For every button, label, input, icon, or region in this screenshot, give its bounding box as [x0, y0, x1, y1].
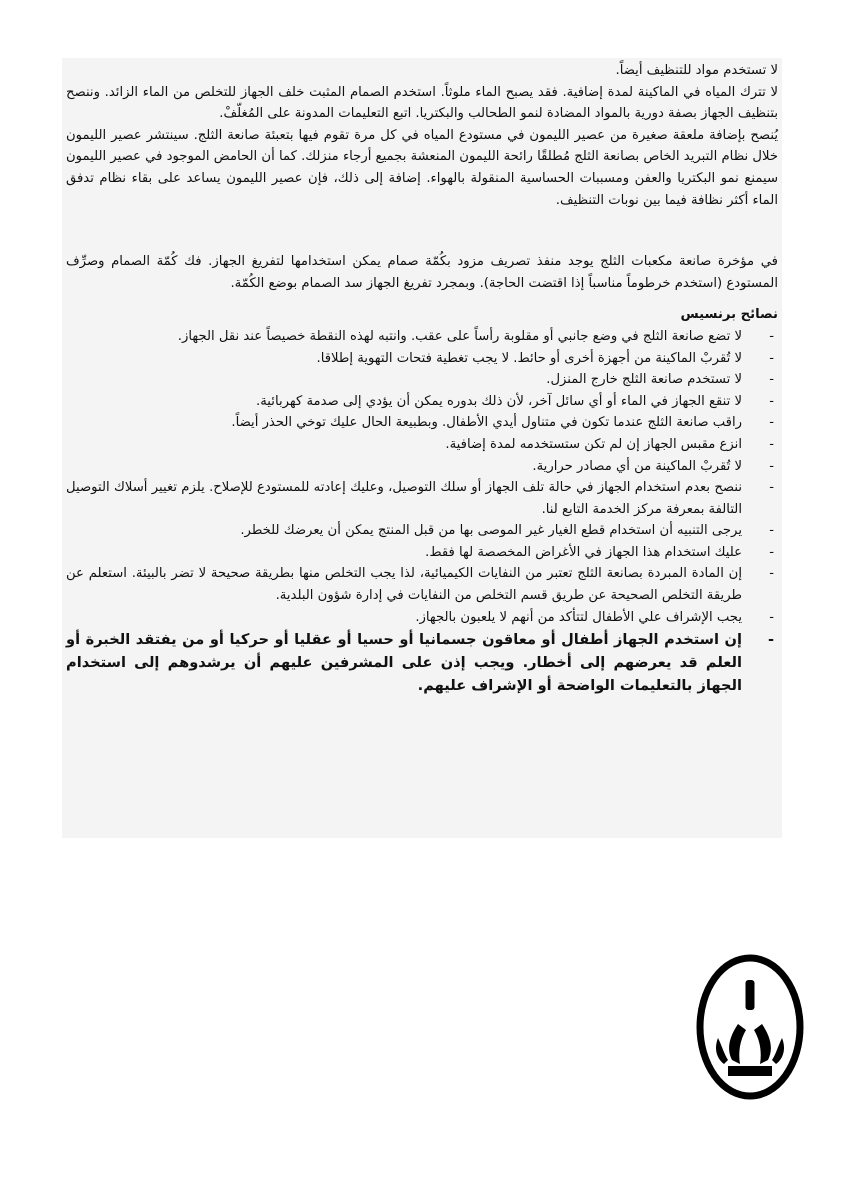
tips-list-item: - انزع مقبس الجهاز إن لم تكن ستستخدمه لمدة إضافية.	[66, 434, 778, 456]
tips-list-item: - لا تُقربْ الماكينة من أي مصادر حرارية.	[66, 456, 778, 478]
paragraph-no-cleaning-agents: لا تستخدم مواد للتنظيف أيضاً.	[615, 63, 778, 78]
manual-page-content	[66, 60, 778, 697]
tips-list-item: - لا تنقع الجهاز في الماء أو أي سائل آخر، لأن ذلك بدوره يمكن أن يؤدي إلى صدمة كهربائية.	[66, 391, 778, 413]
tips-list	[66, 326, 778, 697]
tips-list-item: - لا تضع صانعة الثلج في وضع جانبي أو مقلوبة رأساً على عقب. وانتبه لهذه النقطة خصيصاً عند نقل الجهاز.	[66, 326, 778, 348]
tips-list-item: - راقب صانعة الثلج عندما تكون في متناول أيدي الأطفال. وبطبيعة الحال عليك توخي الحذر أيضاً.	[66, 412, 778, 434]
tips-list-item: - عليك استخدام هذا الجهاز في الأغراض المخصصة لها فقط.	[66, 542, 778, 564]
paragraph-water-drain: لا تترك المياه في الماكينة لمدة إضافية. فقد يصبح الماء ملوثاً. استخدم الصمام المثبت خلف الجهاز للتخلص من الماء الزائد. وننصح بتنظيف الجهاز بصفة دورية بالمواد المضادة لنمو الطحالب والبكتريا. اتبع التعليمات المدونة على المُغلّفْ.	[66, 84, 778, 122]
paragraph-lemon-juice: يُنصح بإضافة ملعقة صغيرة من عصير الليمون في مستودع المياه في كل مرة تقوم فيها بتعبئة صانعة الثلج. سينتشر عصير الليمون خلال نظام التبريد الخاص بصانعة الثلج مُطلقًا رائحة الليمون المنعشة بجميع أرجاء منزلك. كما أن الحامض الموجود في عصير الليمون سيمنع نمو البكتريا والعفن ومسببات الحساسية المنقولة بالهواء. إضافة إلى ذلك، فإن عصير الليمون يساعد على بقاء نظام تدفق الماء أكثر نظافة فيما بين نوبات التنظيف.	[66, 127, 778, 208]
paragraph-drain-valve: في مؤخرة صانعة مكعبات الثلج يوجد منفذ تصريف مزود بكُمّة صمام يمكن استخدامها لتفريغ الجهاز. فك كُمّة الصمام وصرِّف المستودع (استخدم خرطوماً مناسباً إذا اقتضت الحاجة). وبمجرد تفريغ الجهاز سد الصمام بوضع الكُمّة.	[66, 254, 778, 291]
tips-heading: نصائح برنسيس	[680, 307, 778, 323]
tips-list-item: - ننصح بعدم استخدام الجهاز في حالة تلف الجهاز أو سلك التوصيل، وعليك إعادته للمستودع للإصلاح. يلزم تغيير أسلاك التوصيل التالفة بمعرفة مركز الخدمة التابع لنا.	[66, 477, 778, 520]
princess-crown-logo-icon	[694, 952, 806, 1102]
tips-list-item: - إن استخدم الجهاز أطفال أو معاقون جسمانيا أو حسيا أو عقليا أو حركيا أو من يفتقد الخبرة أو العلم قد يعرضهم إلى أخطار. ويجب إذن على المشرفين عليهم أن يرشدوهم إلى استخدام الجهاز بالتعليمات الواضحة أو الإشراف عليهم.	[66, 628, 778, 697]
tips-list-item: - يجب الإشراف علي الأطفال لتتأكد من أنهم لا يلعبون بالجهاز.	[66, 607, 778, 629]
tips-list-item: - لا تُقربْ الماكينة من أجهزة أخرى أو حائط. لا يجب تغطية فتحات التهوية إطلاقا.	[66, 348, 778, 370]
tips-list-item: - لا تستخدم صانعة الثلج خارج المنزل.	[66, 369, 778, 391]
tips-list-item: - يرجى التنبيه أن استخدام قطع الغيار غير الموصى بها من قبل المنتج يمكن أن يعرضك للخطر.	[66, 520, 778, 542]
tips-list-item: - إن المادة المبردة بصانعة الثلج تعتبر من النفايات الكيميائية، لذا يجب التخلص منها بطريقة صحيحة لا تضر بالبيئة. استعلم عن طريقة التخلص الصحيحة عن طريق قسم التخلص من النفايات في إدارة شؤون البلدية.	[66, 563, 778, 606]
